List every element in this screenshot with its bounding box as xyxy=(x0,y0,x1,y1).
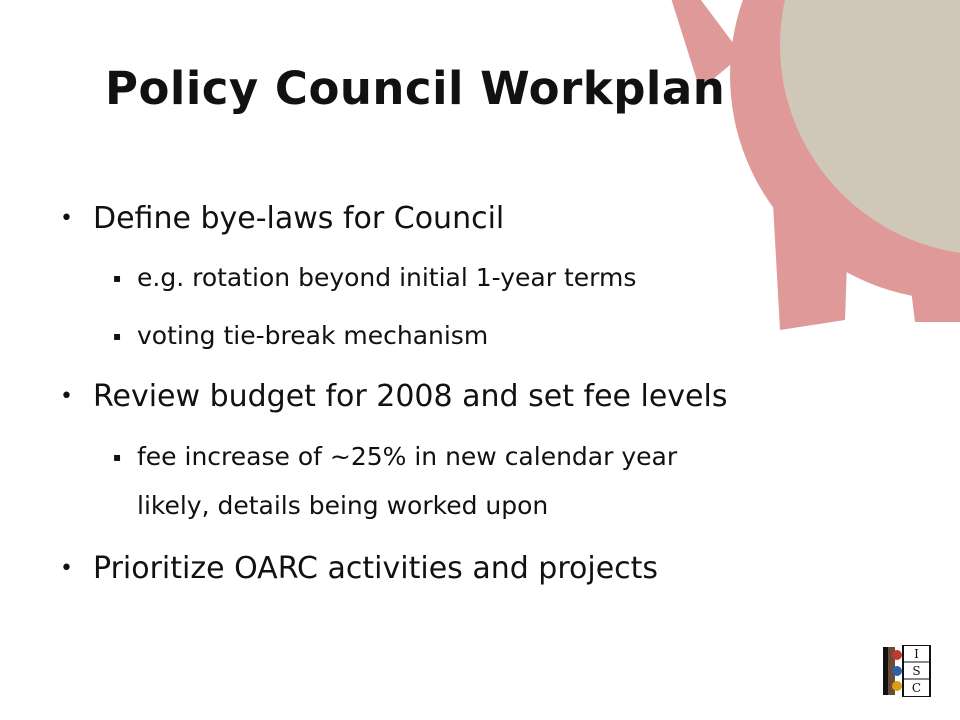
sub-bullet-rotation xyxy=(113,264,636,292)
bullet-review-budget xyxy=(60,380,727,414)
bullet-text: Define bye-laws for Council xyxy=(93,201,505,236)
bullet-text: Prioritize OARC activities and projects xyxy=(93,551,659,586)
bullet-define-bye-laws xyxy=(60,202,504,236)
sub-bullet-text: voting tie-break mechanism xyxy=(137,321,489,350)
sub-bullet-fee-increase xyxy=(113,443,677,471)
sub-bullet-text: e.g. rotation beyond initial 1-year terms xyxy=(137,263,637,292)
sub-bullet-marker: ▪ xyxy=(113,329,122,343)
isc-logo-icon xyxy=(883,645,931,697)
bullet-marker: • xyxy=(60,384,73,409)
sub-bullet-text: fee increase of ~25% in new calendar year xyxy=(137,442,678,471)
sub-bullet-marker: ▪ xyxy=(113,271,122,285)
logo-letter-s: S xyxy=(912,664,921,678)
logo-letter-c: C xyxy=(911,681,922,695)
logo-letter-i: I xyxy=(914,647,919,661)
bullet-prioritize-oarc xyxy=(60,552,658,586)
slide-title: Policy Council Workplan xyxy=(105,62,726,115)
bullet-marker: • xyxy=(60,556,73,581)
sub-bullet-continuation: likely, details being worked upon xyxy=(137,491,549,520)
sub-bullet-tie-break xyxy=(113,322,488,350)
bullet-text: Review budget for 2008 and set fee levels xyxy=(93,379,728,414)
bullet-marker: • xyxy=(60,206,73,231)
sub-bullet-marker: ▪ xyxy=(113,450,122,464)
